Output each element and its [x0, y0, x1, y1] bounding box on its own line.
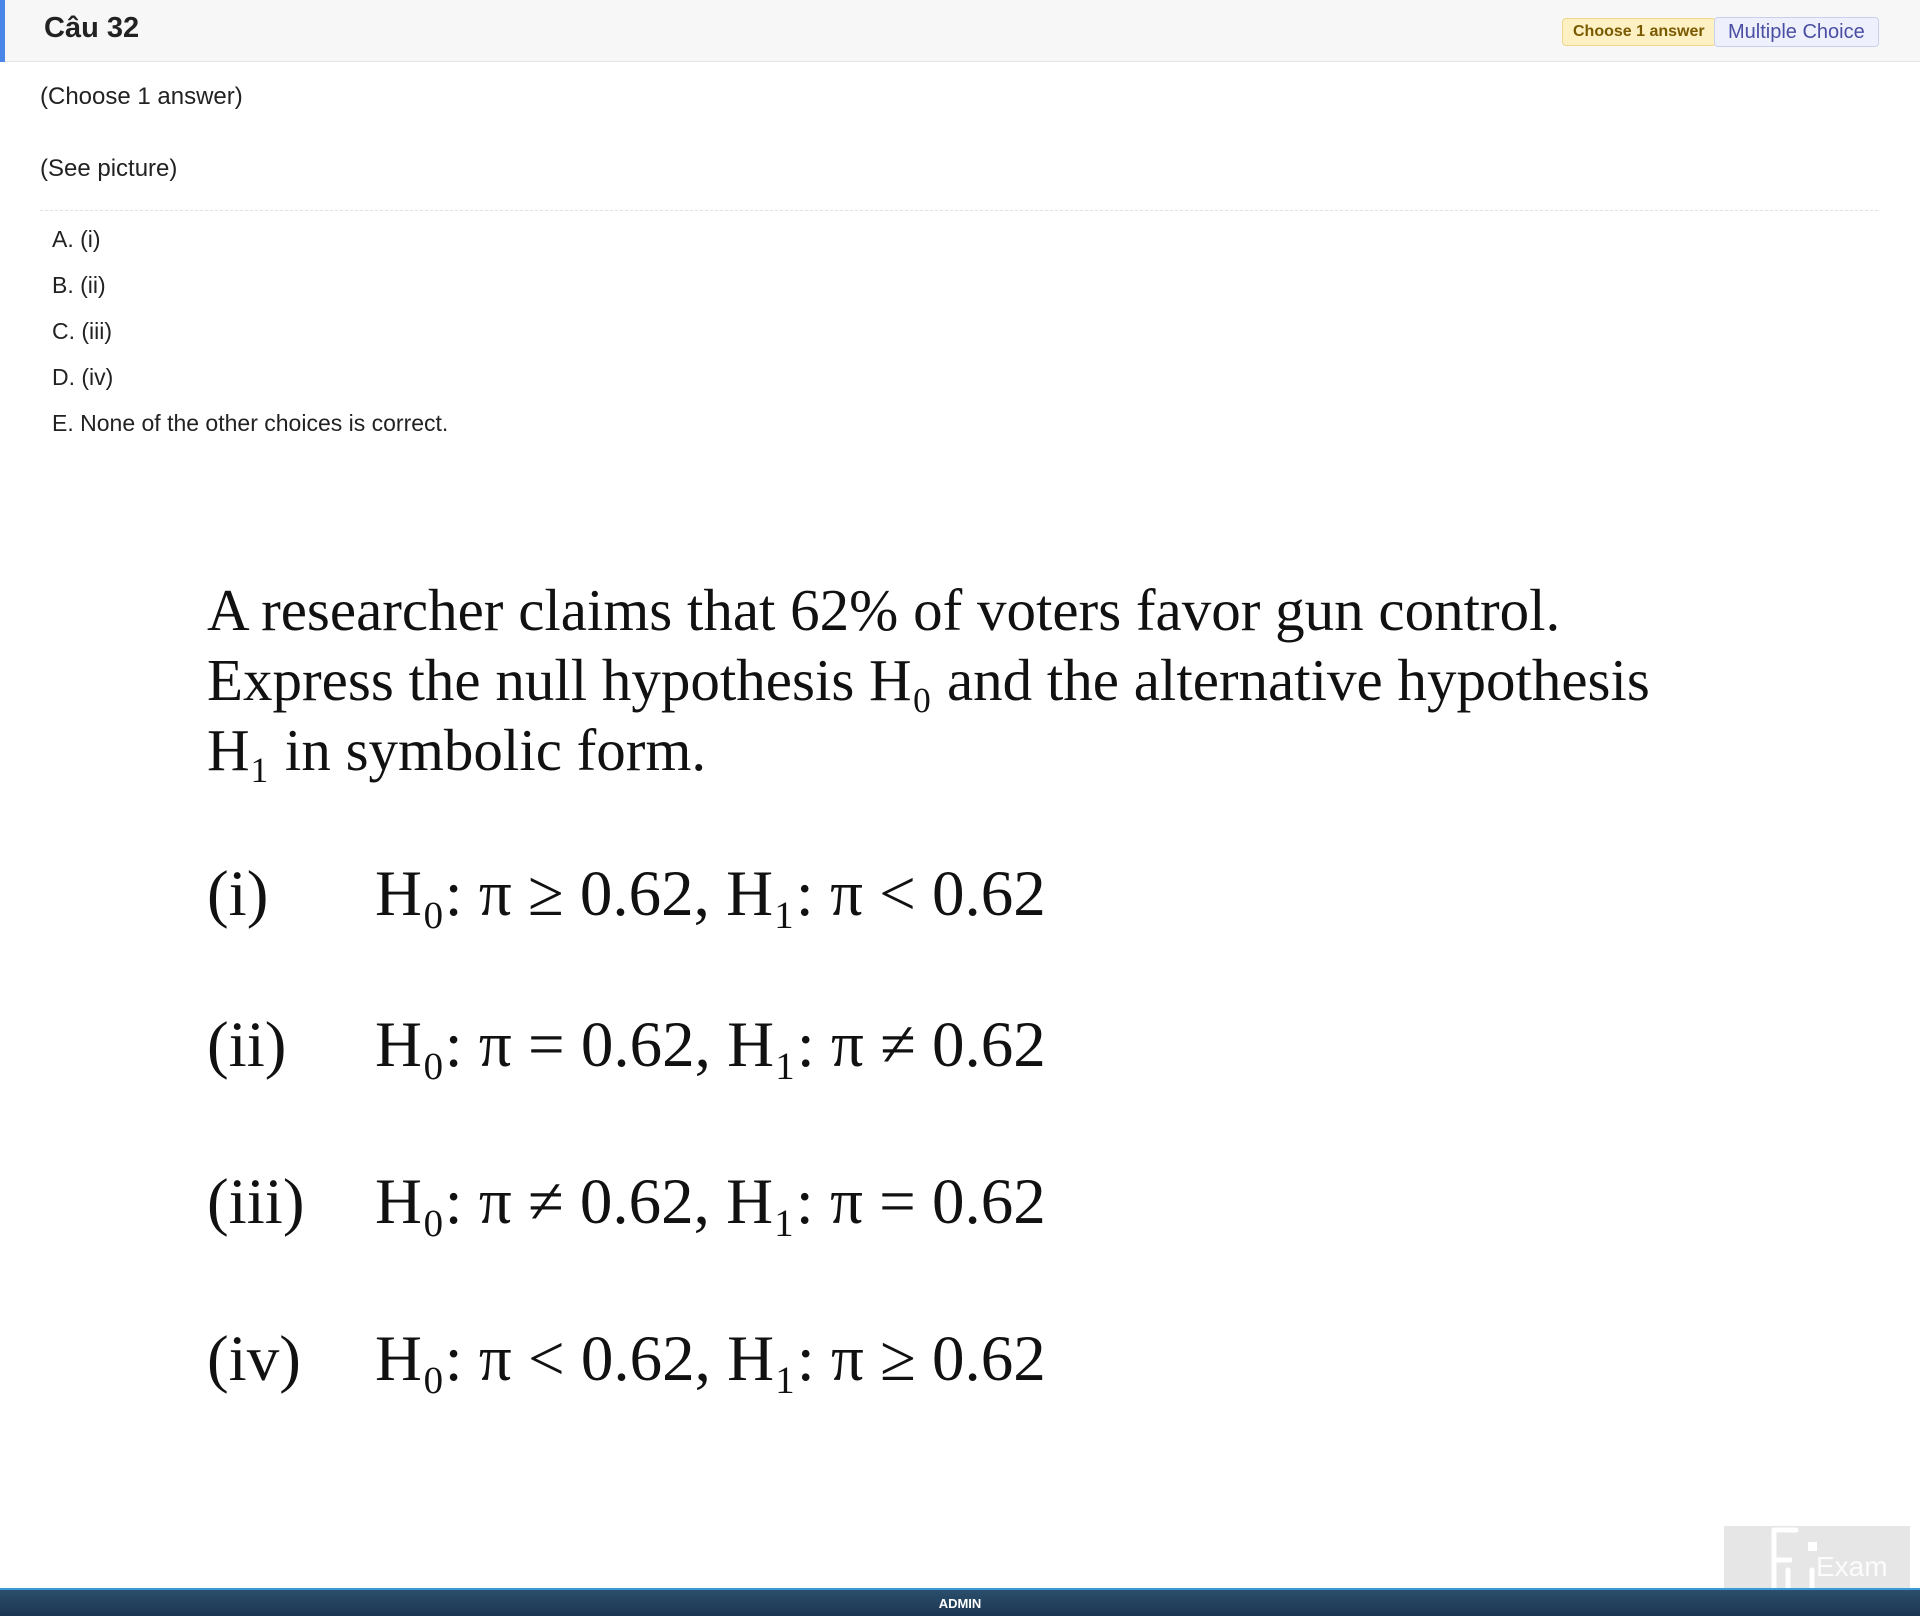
figure-text-line: H₁ in symbolic form. [207, 717, 707, 783]
equation-label: (iii) [207, 1166, 305, 1238]
equation-label: (iv) [207, 1323, 301, 1395]
option-c[interactable]: C. (iii) [52, 318, 113, 344]
watermark-text: Exam [1816, 1551, 1888, 1582]
figure-text-line: Express the null hypothesis H₀ and the alternative hypothesis [207, 647, 1650, 713]
answer-instruction: (Choose 1 answer) [40, 83, 243, 110]
equation-text: H₀: π ≠ 0.62, H₁: π = 0.62 [375, 1166, 1046, 1238]
question-type-badge: Multiple Choice [1714, 17, 1879, 47]
equation-label: (i) [207, 858, 269, 930]
divider [40, 210, 1878, 211]
question-header [0, 0, 1920, 62]
option-a[interactable]: A. (i) [52, 226, 101, 252]
equation-text: H₀: π < 0.62, H₁: π ≥ 0.62 [375, 1323, 1046, 1395]
option-e[interactable]: E. None of the other choices is correct. [52, 410, 449, 436]
footer-bar [0, 1588, 1920, 1616]
question-image [207, 575, 1767, 1395]
equation-text: H₀: π ≥ 0.62, H₁: π < 0.62 [375, 858, 1046, 930]
figure-equation-ii [207, 1008, 1046, 1083]
header-accent-bar [0, 0, 5, 62]
question-number-title: Câu 32 [44, 12, 140, 44]
option-b[interactable]: B. (ii) [52, 272, 106, 298]
question-body: (See picture) [40, 155, 178, 182]
figure-equation-i [207, 857, 1046, 932]
footer-admin-label: ADMIN [938, 1596, 982, 1611]
figure-equation-iii [207, 1165, 1046, 1240]
answer-options [52, 224, 448, 454]
figure-text-line: A researcher claims that 62% of voters favor gun control. [207, 577, 1561, 643]
equation-label: (ii) [207, 1009, 287, 1081]
equation-text: H₀: π = 0.62, H₁: π ≠ 0.62 [375, 1009, 1046, 1081]
figure-equation-iv [207, 1322, 1046, 1397]
choose-one-badge: Choose 1 answer [1562, 18, 1716, 46]
option-d[interactable]: D. (iv) [52, 364, 114, 390]
